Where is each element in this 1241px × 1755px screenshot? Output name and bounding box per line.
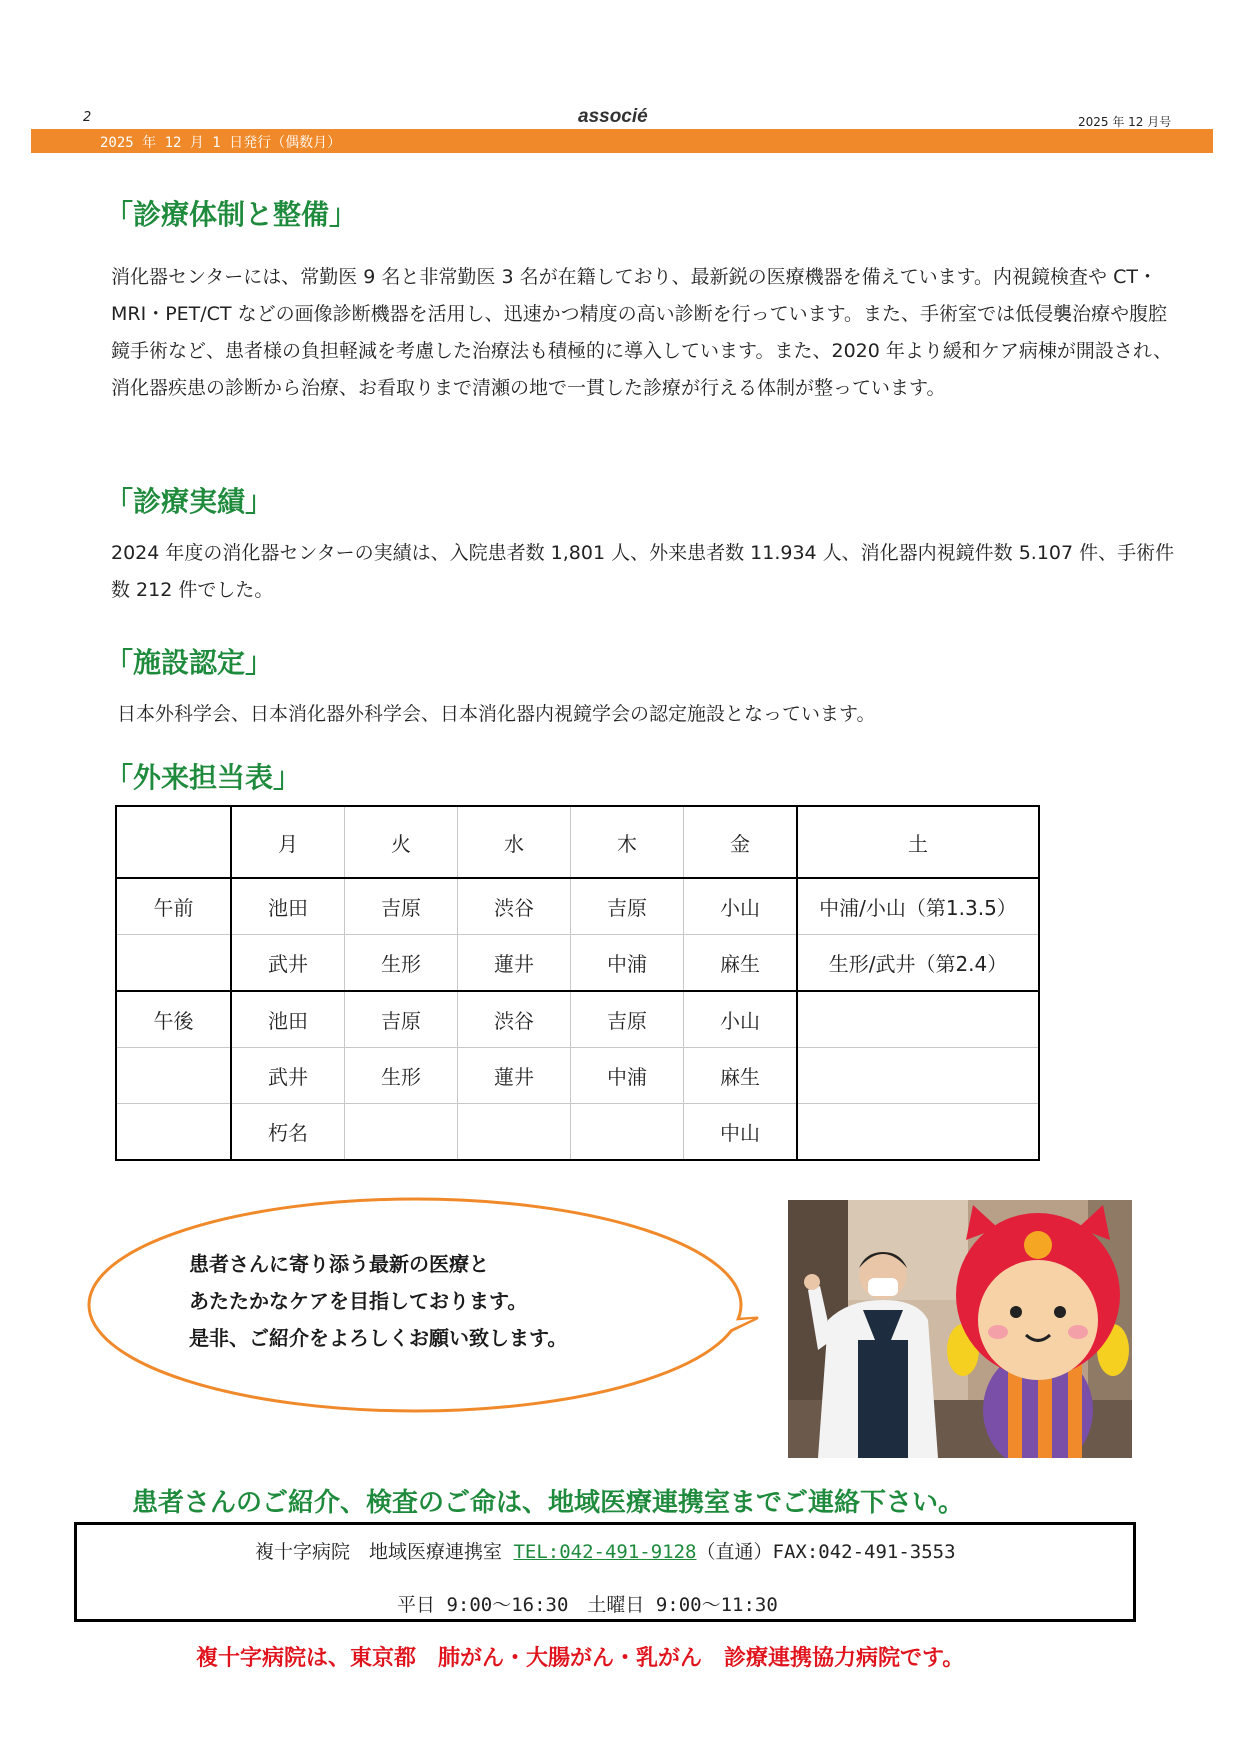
footer-notice: 複十字病院は、東京都 肺がん・大腸がん・乳がん 診療連携協力病院です。 (196, 1646, 965, 1671)
doctor-cell: 吉原 (571, 878, 684, 935)
doctor-cell: 中浦 (571, 935, 684, 992)
doctor-cell (797, 1104, 1039, 1161)
outpatient-schedule-table (115, 805, 1040, 1161)
period-cell (116, 1104, 231, 1161)
table-row (116, 878, 1039, 935)
period-cell (116, 1048, 231, 1104)
doctor-cell: 中浦/小山（第1.3.5） (797, 878, 1039, 935)
doctor-cell (345, 1104, 458, 1161)
organization-name: 複十字病院 地域医療連携室 (255, 1541, 503, 1563)
day-header: 木 (571, 806, 684, 878)
doctor-cell: 朽名 (231, 1104, 345, 1161)
doctor-cell (458, 1104, 571, 1161)
table-corner-cell (116, 806, 231, 878)
section-body-results: 2024 年度の消化器センターの実績は、入院患者数 1,801 人、外来患者数 11.934 人、消化器内視鏡件数 5.107 件、手術件数 212 件でした。 (111, 542, 1175, 601)
section-title-certification: 「施設認定」 (105, 646, 274, 679)
doctor-cell: 武井 (231, 935, 345, 992)
fax-info: （直通）FAX:042-491-3553 (696, 1541, 956, 1563)
section-body-system: 消化器センターには、常勤医 9 名と非常勤医 3 名が在籍しており、最新鋭の医療機器を備えています。内視鏡検査や CT・MRI・PET/CT などの画像診断機器を活用し、迅速かつ精度の高い診断を行っています。また、手術室では低侵襲治療や腹腔鏡手術など、患者様の負担軽減を考慮した治療法も積極的に導入しています。また、2020 年より緩和ケア病棟が開設され、消化器疾患の診断から治療、お看取りまで清瀬の地で一貫した診療が行える体制が整っています。 (111, 266, 1173, 399)
publish-date: 2025 年 12 月 1 日発行（偶数月） (100, 135, 342, 151)
table-header-row (116, 806, 1039, 878)
period-cell: 午後 (116, 991, 231, 1048)
doctor-cell: 小山 (684, 991, 798, 1048)
section-title-schedule: 「外来担当表」 (105, 761, 302, 794)
table-row (116, 935, 1039, 992)
doctor-cell: 麻生 (684, 1048, 798, 1104)
period-cell: 午前 (116, 878, 231, 935)
bubble-line: 是非、ご紹介をよろしくお願い致します。 (189, 1326, 568, 1350)
office-hours: 平日 9:00～16:30 土曜日 9:00～11:30 (397, 1594, 778, 1616)
doctor-cell: 池田 (231, 991, 345, 1048)
doctor-cell: 吉原 (571, 991, 684, 1048)
table-row (116, 991, 1039, 1048)
doctor-cell (571, 1104, 684, 1161)
table-row (116, 1104, 1039, 1161)
bubble-message (189, 1246, 567, 1357)
day-header: 火 (345, 806, 458, 878)
doctor-cell: 吉原 (345, 878, 458, 935)
bubble-line: あたたかなケアを目指しております。 (189, 1289, 528, 1313)
contact-line (255, 1537, 956, 1564)
doctor-cell: 渋谷 (458, 878, 571, 935)
doctor-cell (797, 991, 1039, 1048)
period-cell (116, 935, 231, 992)
doctor-with-mascot-photo (788, 1200, 1132, 1458)
doctor-cell: 生形/武井（第2.4） (797, 935, 1039, 992)
doctor-cell: 麻生 (684, 935, 798, 992)
page-number: 2 (83, 110, 92, 125)
doctor-cell: 生形 (345, 935, 458, 992)
doctor-cell: 蓮井 (458, 1048, 571, 1104)
doctor-cell: 生形 (345, 1048, 458, 1104)
day-header: 水 (458, 806, 571, 878)
doctor-cell (797, 1048, 1039, 1104)
contact-heading: 患者さんのご紹介、検査のご命は、地域医療連携室までご連絡下さい。 (132, 1488, 965, 1518)
day-header: 金 (684, 806, 798, 878)
section-title-results: 「診療実績」 (105, 485, 274, 518)
doctor-cell: 吉原 (345, 991, 458, 1048)
doctor-cell: 池田 (231, 878, 345, 935)
day-header: 土 (797, 806, 1039, 878)
day-header: 月 (231, 806, 345, 878)
issue-label: 2025 年 12 月号 (1078, 115, 1172, 129)
phone-link[interactable]: TEL:042-491-9128 (513, 1541, 697, 1563)
doctor-cell: 武井 (231, 1048, 345, 1104)
doctor-cell: 渋谷 (458, 991, 571, 1048)
newsletter-logo: associé (578, 106, 648, 127)
doctor-cell: 中浦 (571, 1048, 684, 1104)
doctor-cell: 小山 (684, 878, 798, 935)
section-body-certification: 日本外科学会、日本消化器外科学会、日本消化器内視鏡学会の認定施設となっています。 (117, 703, 876, 725)
table-row (116, 1048, 1039, 1104)
section-title-system: 「診療体制と整備」 (105, 198, 358, 231)
bubble-line: 患者さんに寄り添う最新の医療と (189, 1252, 489, 1276)
doctor-cell: 蓮井 (458, 935, 571, 992)
doctor-cell: 中山 (684, 1104, 798, 1161)
